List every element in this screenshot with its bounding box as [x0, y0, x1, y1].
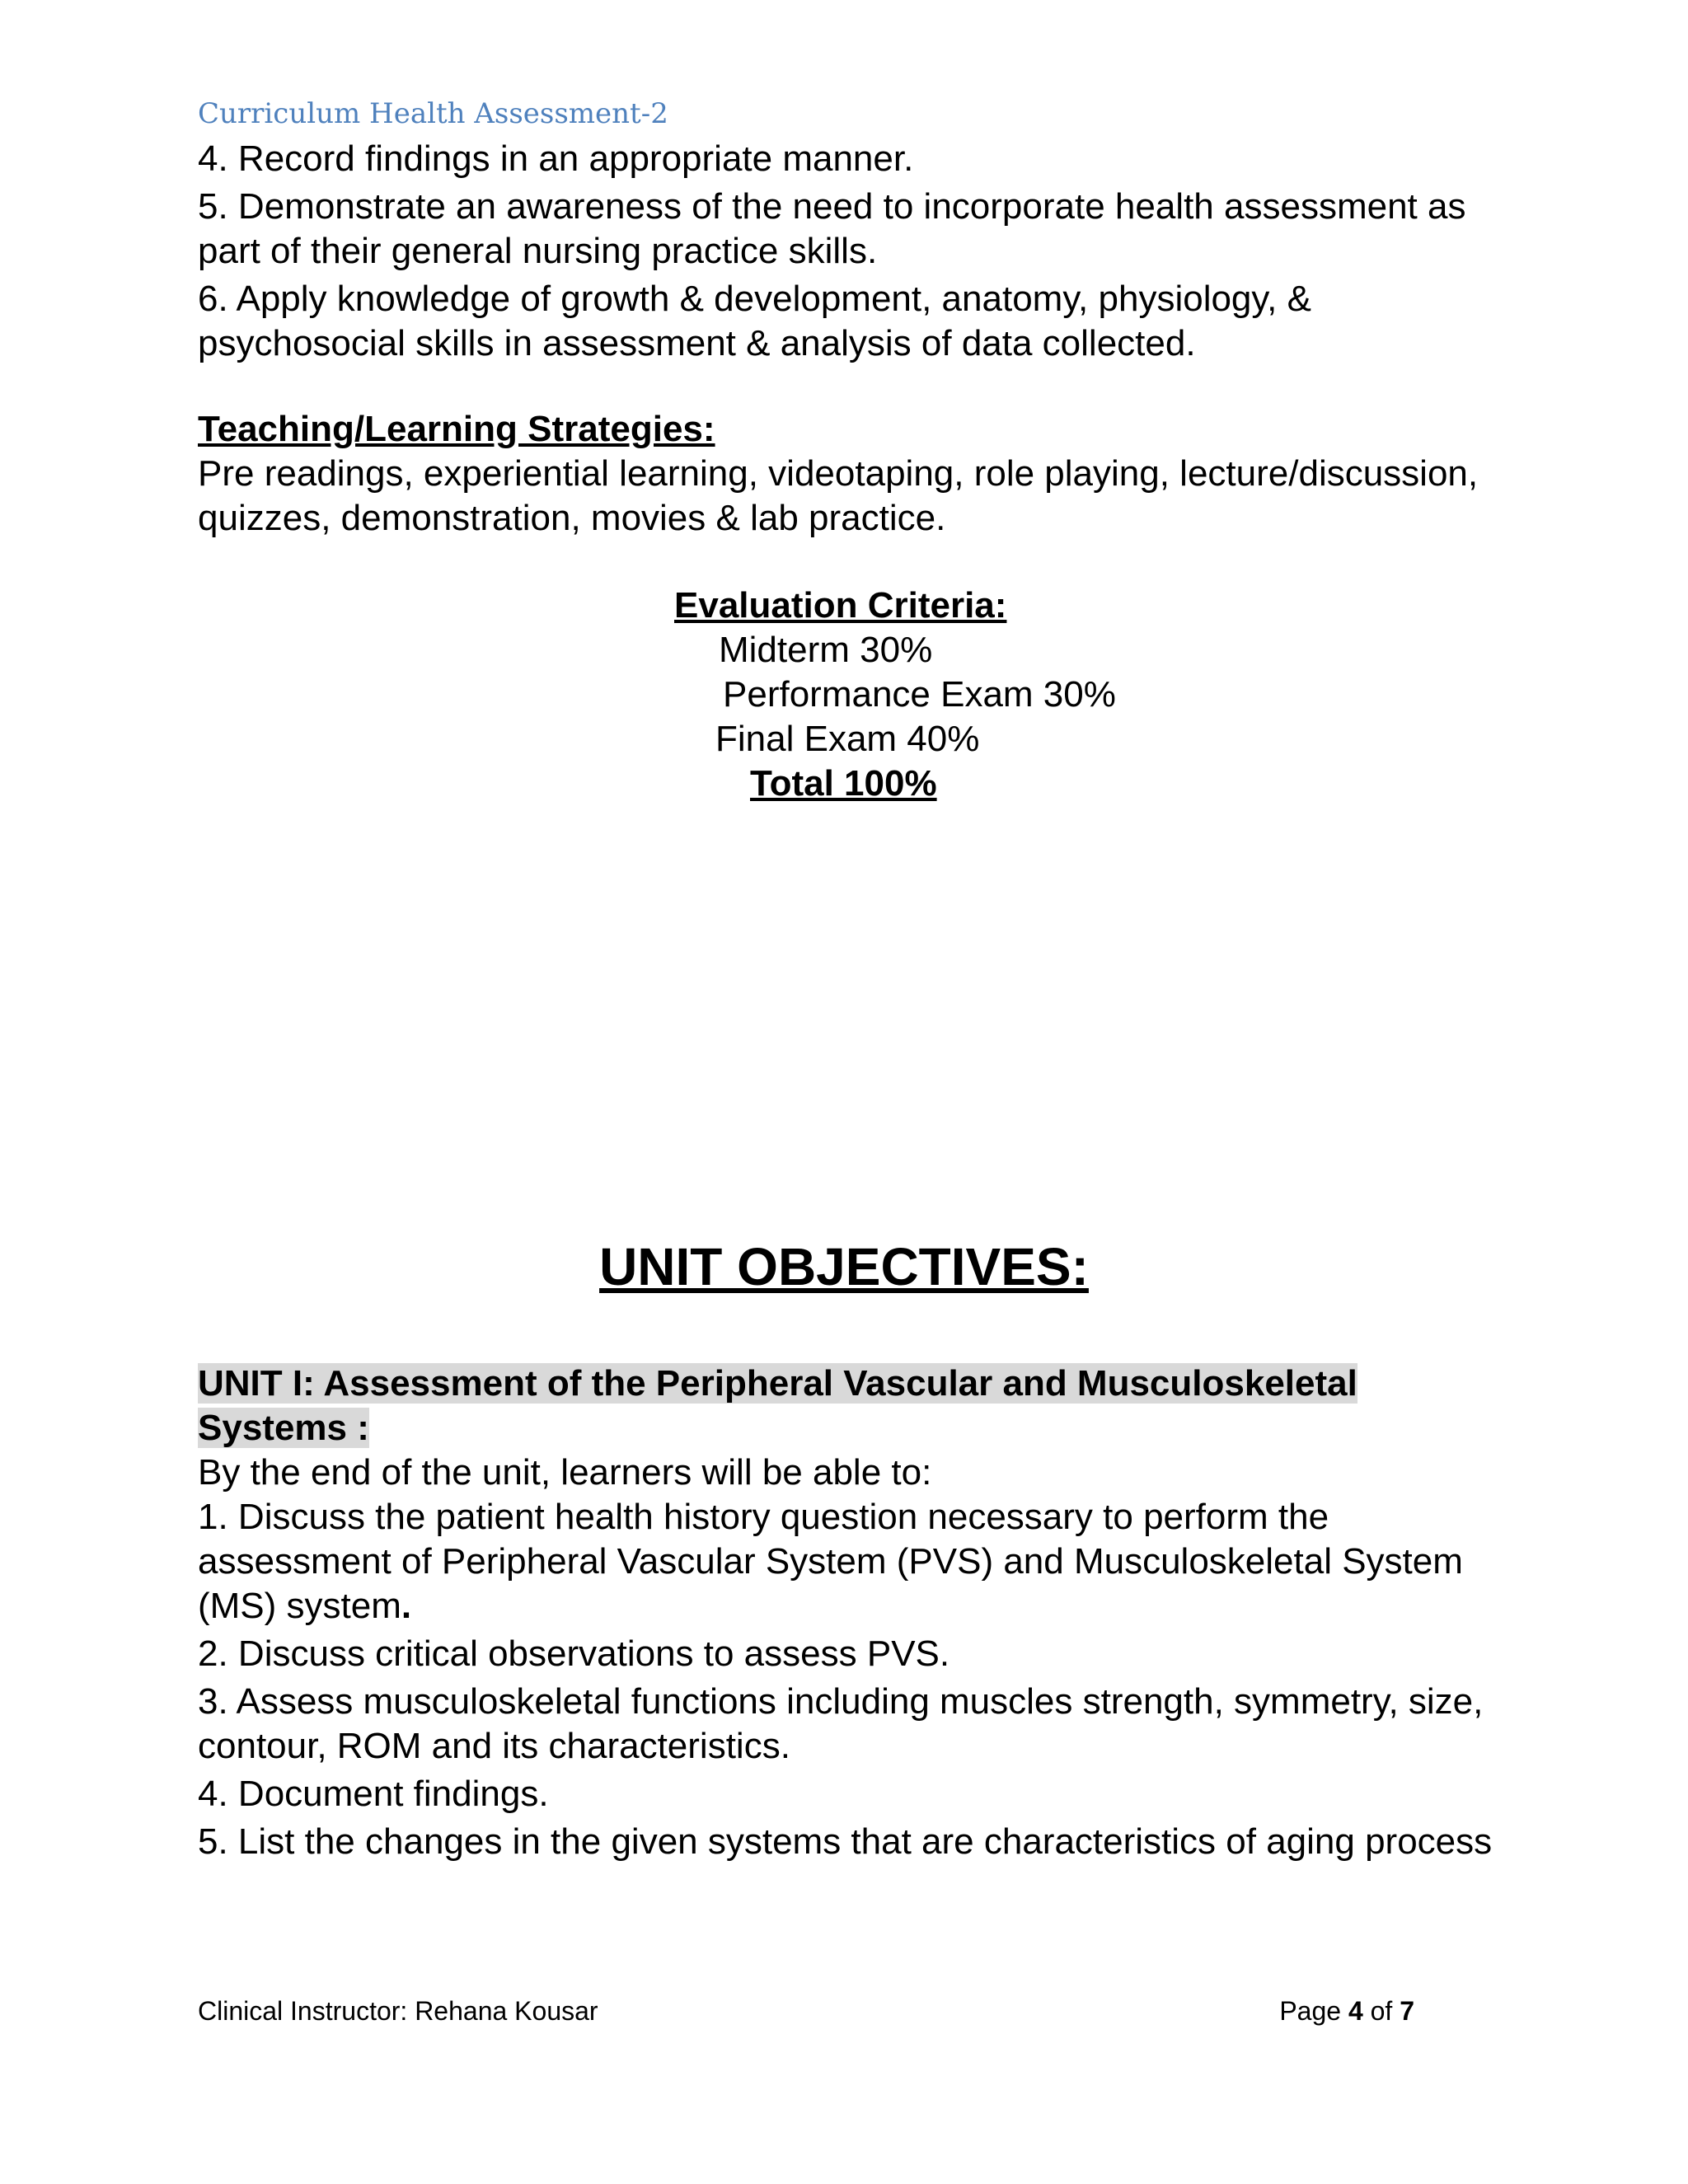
- unit-1-objective-4: 4. Document findings.: [198, 1774, 549, 1814]
- objective-item-5: 5. Demonstrate an awareness of the need to incorporate health assessment as part of their general nursing practice skills.: [198, 186, 1466, 271]
- footer-page-prefix: Page: [1279, 1996, 1348, 2026]
- teaching-section: [198, 407, 1500, 541]
- unit-1-objective-1-text: 1. Discuss the patient health history question necessary to perform the assessment of Peripheral Vascular System (PVS) and Musculoskeletal System (MS) system: [198, 1497, 1463, 1626]
- objective-item-6: 6. Apply knowledge of growth & development, anatomy, physiology, & psychosocial skills in assessment & analysis of data collected.: [198, 279, 1311, 363]
- evaluation-item-final: Final Exam 40%: [715, 719, 980, 759]
- footer-page-mid: of: [1362, 1996, 1400, 2026]
- unit-1-title-line2: Systems :: [198, 1408, 369, 1448]
- page-header-title: Curriculum Health Assessment-2: [198, 97, 668, 130]
- evaluation-heading: Evaluation Criteria:: [674, 585, 1007, 626]
- footer-instructor: Clinical Instructor: Rehana Kousar: [198, 1996, 598, 2026]
- objective-item-4: 4. Record findings in an appropriate manner.: [198, 138, 914, 179]
- unit-1-title-line1: UNIT I: Assessment of the Peripheral Vascular and Musculoskeletal: [198, 1363, 1357, 1404]
- objectives-continued-list: [198, 137, 1500, 369]
- footer-page-number: [1279, 1996, 1414, 2027]
- unit-1-objective-3: 3. Assess musculoskeletal functions including muscles strength, symmetry, size, contour, ROM and its characteristics.: [198, 1681, 1484, 1766]
- evaluation-item-performance: Performance Exam 30%: [723, 674, 1116, 715]
- unit-1-objective-1: [198, 1495, 1517, 1629]
- evaluation-total: Total 100%: [750, 763, 937, 804]
- unit-1-objective-2: 2. Discuss critical observations to assess PVS.: [198, 1633, 950, 1674]
- unit-1-objective-5: 5. List the changes in the given systems that are characteristics of aging process: [198, 1821, 1493, 1862]
- footer-page-current: 4: [1348, 1996, 1363, 2026]
- teaching-heading: Teaching/Learning Strategies:: [198, 409, 715, 449]
- evaluation-item-midterm: Midterm 30%: [719, 630, 933, 670]
- unit-1-intro: By the end of the unit, learners will be able to:: [198, 1452, 932, 1493]
- unit-1-section: [198, 1361, 1517, 1868]
- footer-page-total: 7: [1400, 1996, 1414, 2026]
- unit-objectives-heading: UNIT OBJECTIVES:: [599, 1237, 1089, 1296]
- unit-1-title: [198, 1361, 1517, 1451]
- unit-1-objective-1-period: .: [401, 1586, 412, 1626]
- teaching-text: Pre readings, experiential learning, videotaping, role playing, lecture/discussion, quizzes, demonstration, movies & lab practice.: [198, 453, 1479, 538]
